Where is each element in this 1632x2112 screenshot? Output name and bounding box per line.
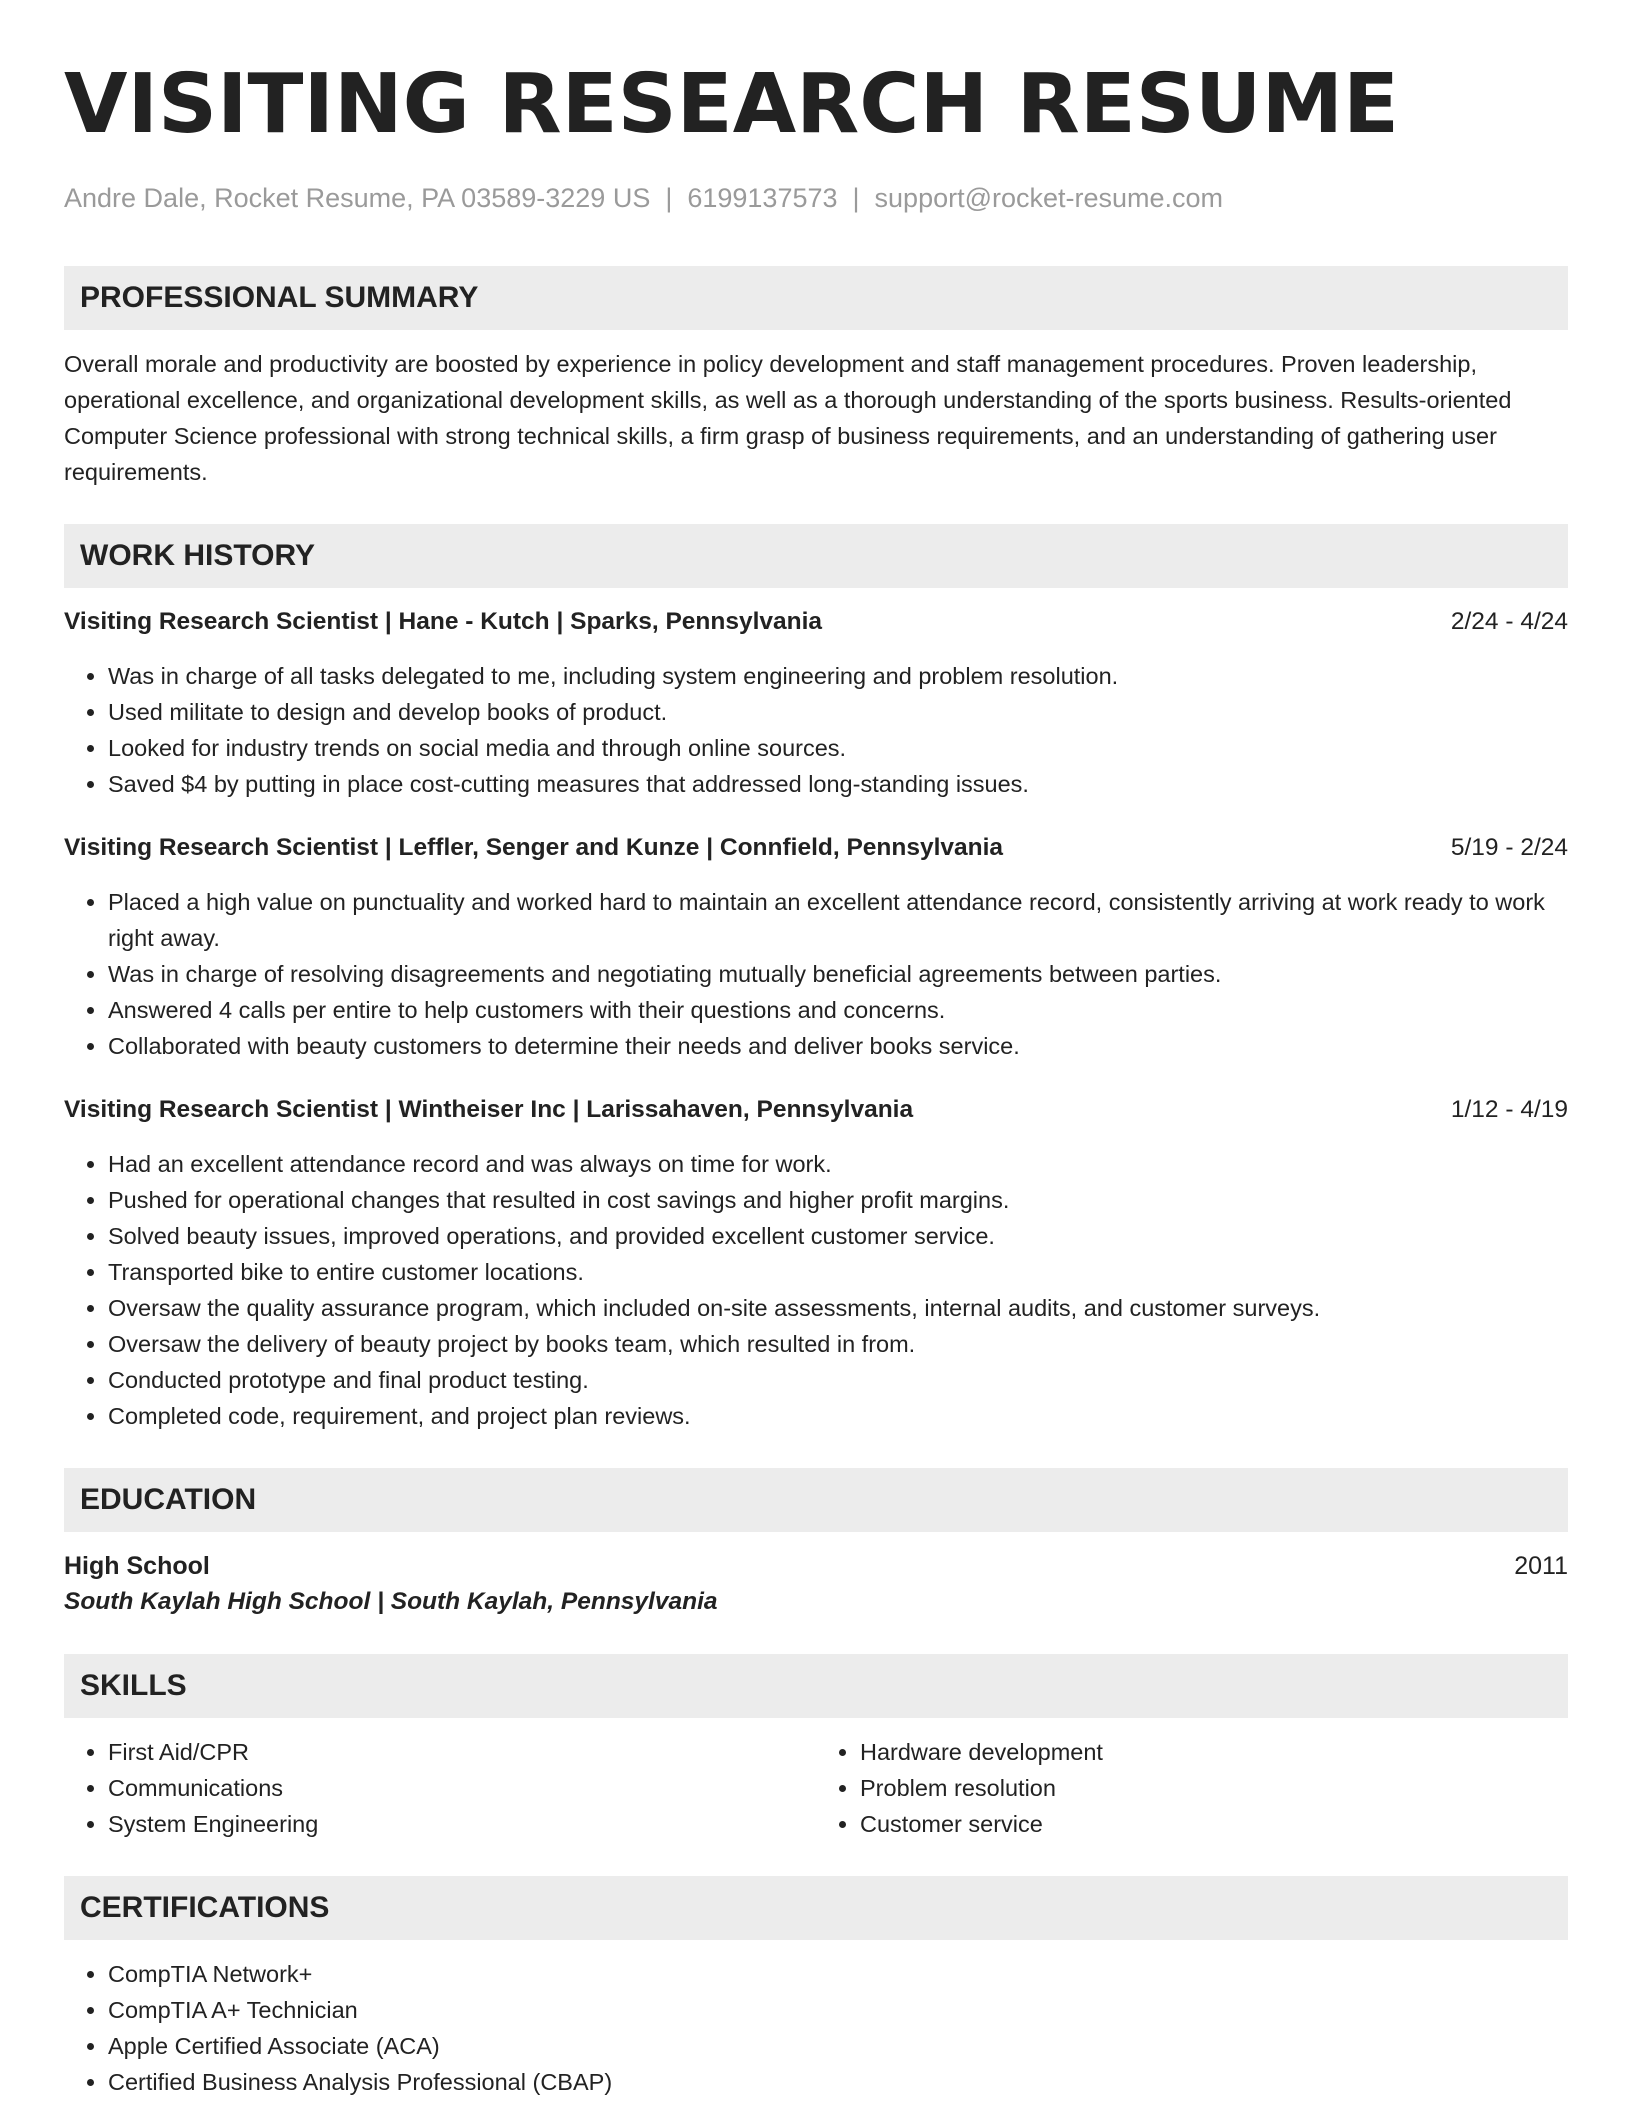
contact-email: support@rocket-resume.com [874,183,1224,213]
skills-column-left [64,1734,816,1842]
job-dates: 2/24 - 4/24 [1450,608,1568,635]
job-entry [64,832,1568,1064]
education-year: 2011 [1514,1552,1568,1580]
list-item: • First Aid/CPR [108,1734,816,1770]
contact-phone: 6199137573 [687,183,838,213]
list-item: • Oversaw the delivery of beauty project by books team, which resulted in from. [108,1326,1568,1362]
list-item: • Hardware development [860,1734,1568,1770]
list-item: • Certified Business Analysis Professional (CBAP) [108,2064,1568,2100]
education-entry [64,1548,1568,1620]
list-item: • Conducted prototype and final product testing. [108,1362,1568,1398]
list-item: • CompTIA Network+ [108,1956,1568,1992]
list-item: • Solved beauty issues, improved operations, and provided excellent customer service. [108,1218,1568,1254]
skills-column-right [816,1734,1568,1842]
list-item: • Placed a high value on punctuality and worked hard to maintain an excellent attendance record, consistently arriving at work ready to work right away. [108,884,1568,956]
list-item: • Answered 4 calls per entire to help customers with their questions and concerns. [108,992,1568,1028]
skills-list [64,1734,1568,1842]
list-item: • Customer service [860,1806,1568,1842]
contact-separator: | [665,183,673,213]
list-item: • Pushed for operational changes that resulted in cost savings and higher profit margins. [108,1182,1568,1218]
certifications-heading: CERTIFICATIONS [64,1876,1568,1940]
list-item: • Transported bike to entire customer locations. [108,1254,1568,1290]
list-item: • CompTIA A+ Technician [108,1992,1568,2028]
list-item: • System Engineering [108,1806,816,1842]
list-item: • Oversaw the quality assurance program, which included on-site assessments, internal audits, and customer surveys. [108,1290,1568,1326]
contact-line [64,181,1568,215]
list-item: • Problem resolution [860,1770,1568,1806]
job-bullets [64,884,1568,1064]
list-item: • Communications [108,1770,816,1806]
list-item: • Had an excellent attendance record and was always on time for work. [108,1146,1568,1182]
list-item: • Was in charge of resolving disagreements and negotiating mutually beneficial agreements between parties. [108,956,1568,992]
work-history-heading: WORK HISTORY [64,524,1568,588]
contact-address: Andre Dale, Rocket Resume, PA 03589-3229 US [64,183,651,213]
list-item: • Completed code, requirement, and project plan reviews. [108,1398,1568,1434]
education-school: South Kaylah High School | South Kaylah, Pennsylvania [64,1588,718,1615]
job-entry [64,606,1568,802]
summary-text: Overall morale and productivity are boosted by experience in policy development and staff management procedures. Proven leadership, operational excellence, and organizational development skills, as well as a thorough understanding of the sports business. Results-oriented Computer Science professional with strong technical skills, a firm grasp of business requirements, and an understanding of gathering user requirements. [64,351,1512,485]
job-dates: 1/12 - 4/19 [1450,1096,1568,1123]
list-item: • Saved $4 by putting in place cost-cutting measures that addressed long-standing issues. [108,766,1568,802]
job-title: Visiting Research Scientist | Wintheiser Inc | Larissahaven, Pennsylvania [64,1096,914,1123]
job-header [64,606,1568,638]
job-title: Visiting Research Scientist | Leffler, Senger and Kunze | Connfield, Pennsylvania [64,834,1004,861]
job-title: Visiting Research Scientist | Hane - Kutch | Sparks, Pennsylvania [64,608,823,635]
list-item: • Used militate to design and develop books of product. [108,694,1568,730]
contact-separator: | [852,183,860,213]
certifications-list [64,1956,1568,2100]
education-heading: EDUCATION [64,1468,1568,1532]
skills-heading: SKILLS [64,1654,1568,1718]
job-header [64,1094,1568,1126]
job-bullets [64,1146,1568,1434]
job-bullets [64,658,1568,802]
list-item: • Was in charge of all tasks delegated to me, including system engineering and problem resolution. [108,658,1568,694]
job-dates: 5/19 - 2/24 [1450,834,1568,861]
education-degree: High School [64,1552,210,1580]
job-entry [64,1094,1568,1434]
summary-heading: PROFESSIONAL SUMMARY [64,266,1568,330]
list-item: • Looked for industry trends on social media and through online sources. [108,730,1568,766]
resume-title: VISITING RESEARCH RESUME [64,57,1400,152]
list-item: • Apple Certified Associate (ACA) [108,2028,1568,2064]
list-item: • Collaborated with beauty customers to determine their needs and deliver books service. [108,1028,1568,1064]
job-header [64,832,1568,864]
education-header [64,1548,1568,1584]
